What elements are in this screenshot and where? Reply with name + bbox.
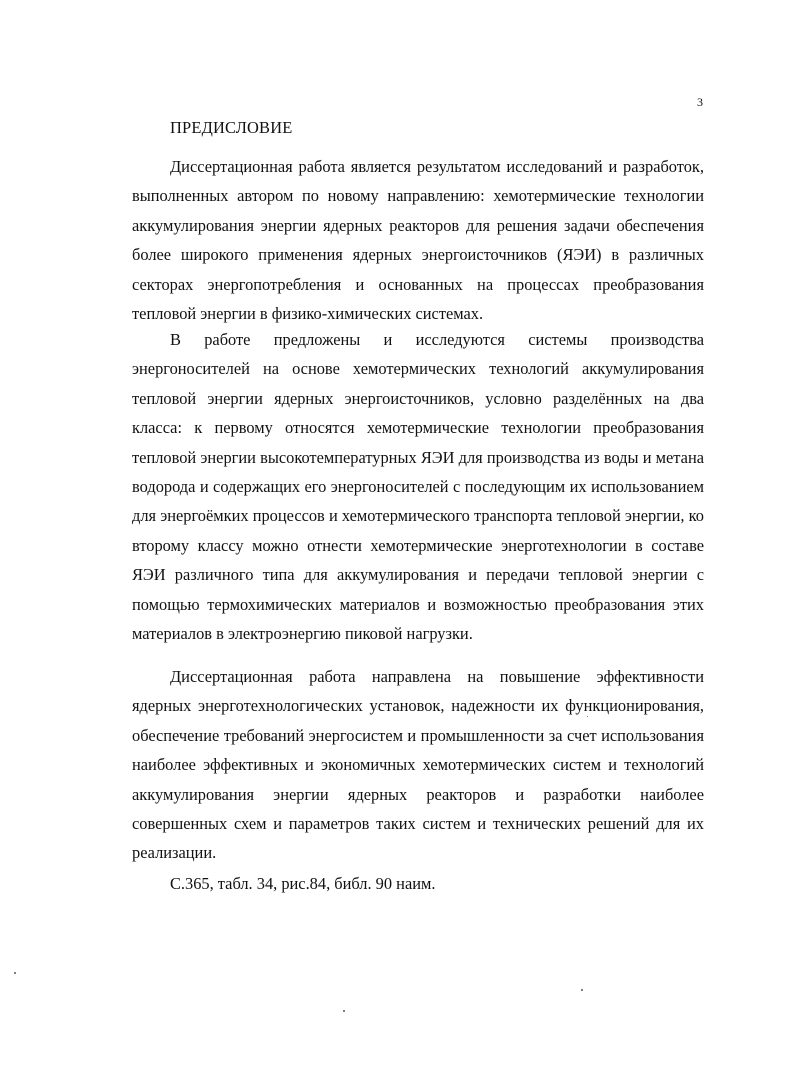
bibliography-summary: С.365, табл. 34, рис.84, библ. 90 наим. [170, 874, 436, 893]
scan-speck [587, 716, 588, 717]
paragraph-3: Диссертационная работа направлена на повышение эффективности ядерных энерготехнологических установок, надежности их функционирования, обеспечение требований энергосистем и промышленности за счет использования наиболее эффективных и экономичных хемотермических систем и технологий аккумулирования энергии ядерных реакторов и разработки наиболее совершенных схем и параметров таких систем и технических решений для их реализации. [132, 667, 704, 863]
section-heading: ПРЕДИСЛОВИЕ [170, 118, 293, 137]
scan-speck [581, 989, 583, 991]
paragraph-1: Диссертационная работа является результатом исследований и разработок, выполненных автором по новому направлению: хемотермические технологии аккумулирования энергии ядерных реакторов для решения задачи обеспечения более широкого применения ядерных энергоисточников (ЯЭИ) в различных секторах энергопотребления и основанных на процессах преобразования тепловой энергии в физико-химических системах. [132, 157, 704, 324]
scan-speck [343, 1010, 345, 1012]
scan-speck [14, 972, 16, 974]
page-number: 3 [697, 95, 703, 109]
paragraph-2: В работе предложены и исследуются системы производства энергоносителей на основе хемотермических технологий аккумулирования тепловой энергии ядерных энергоисточников, условно разделённых на два класса: к первому относятся хемотермические технологии преобразования тепловой энергии высокотемпературных ЯЭИ для производства из воды и метана водорода и содержащих его энергоносителей с последующим их использованием для энергоёмких процессов и хемотермического транспорта тепловой энергии, ко второму классу можно отнести хемотермические энерготехнологии в составе ЯЭИ различного типа для аккумулирования и передачи тепловой энергии с помощью термохимических материалов и возможностью преобразования этих материалов в электроэнергию пиковой нагрузки. [132, 330, 704, 644]
